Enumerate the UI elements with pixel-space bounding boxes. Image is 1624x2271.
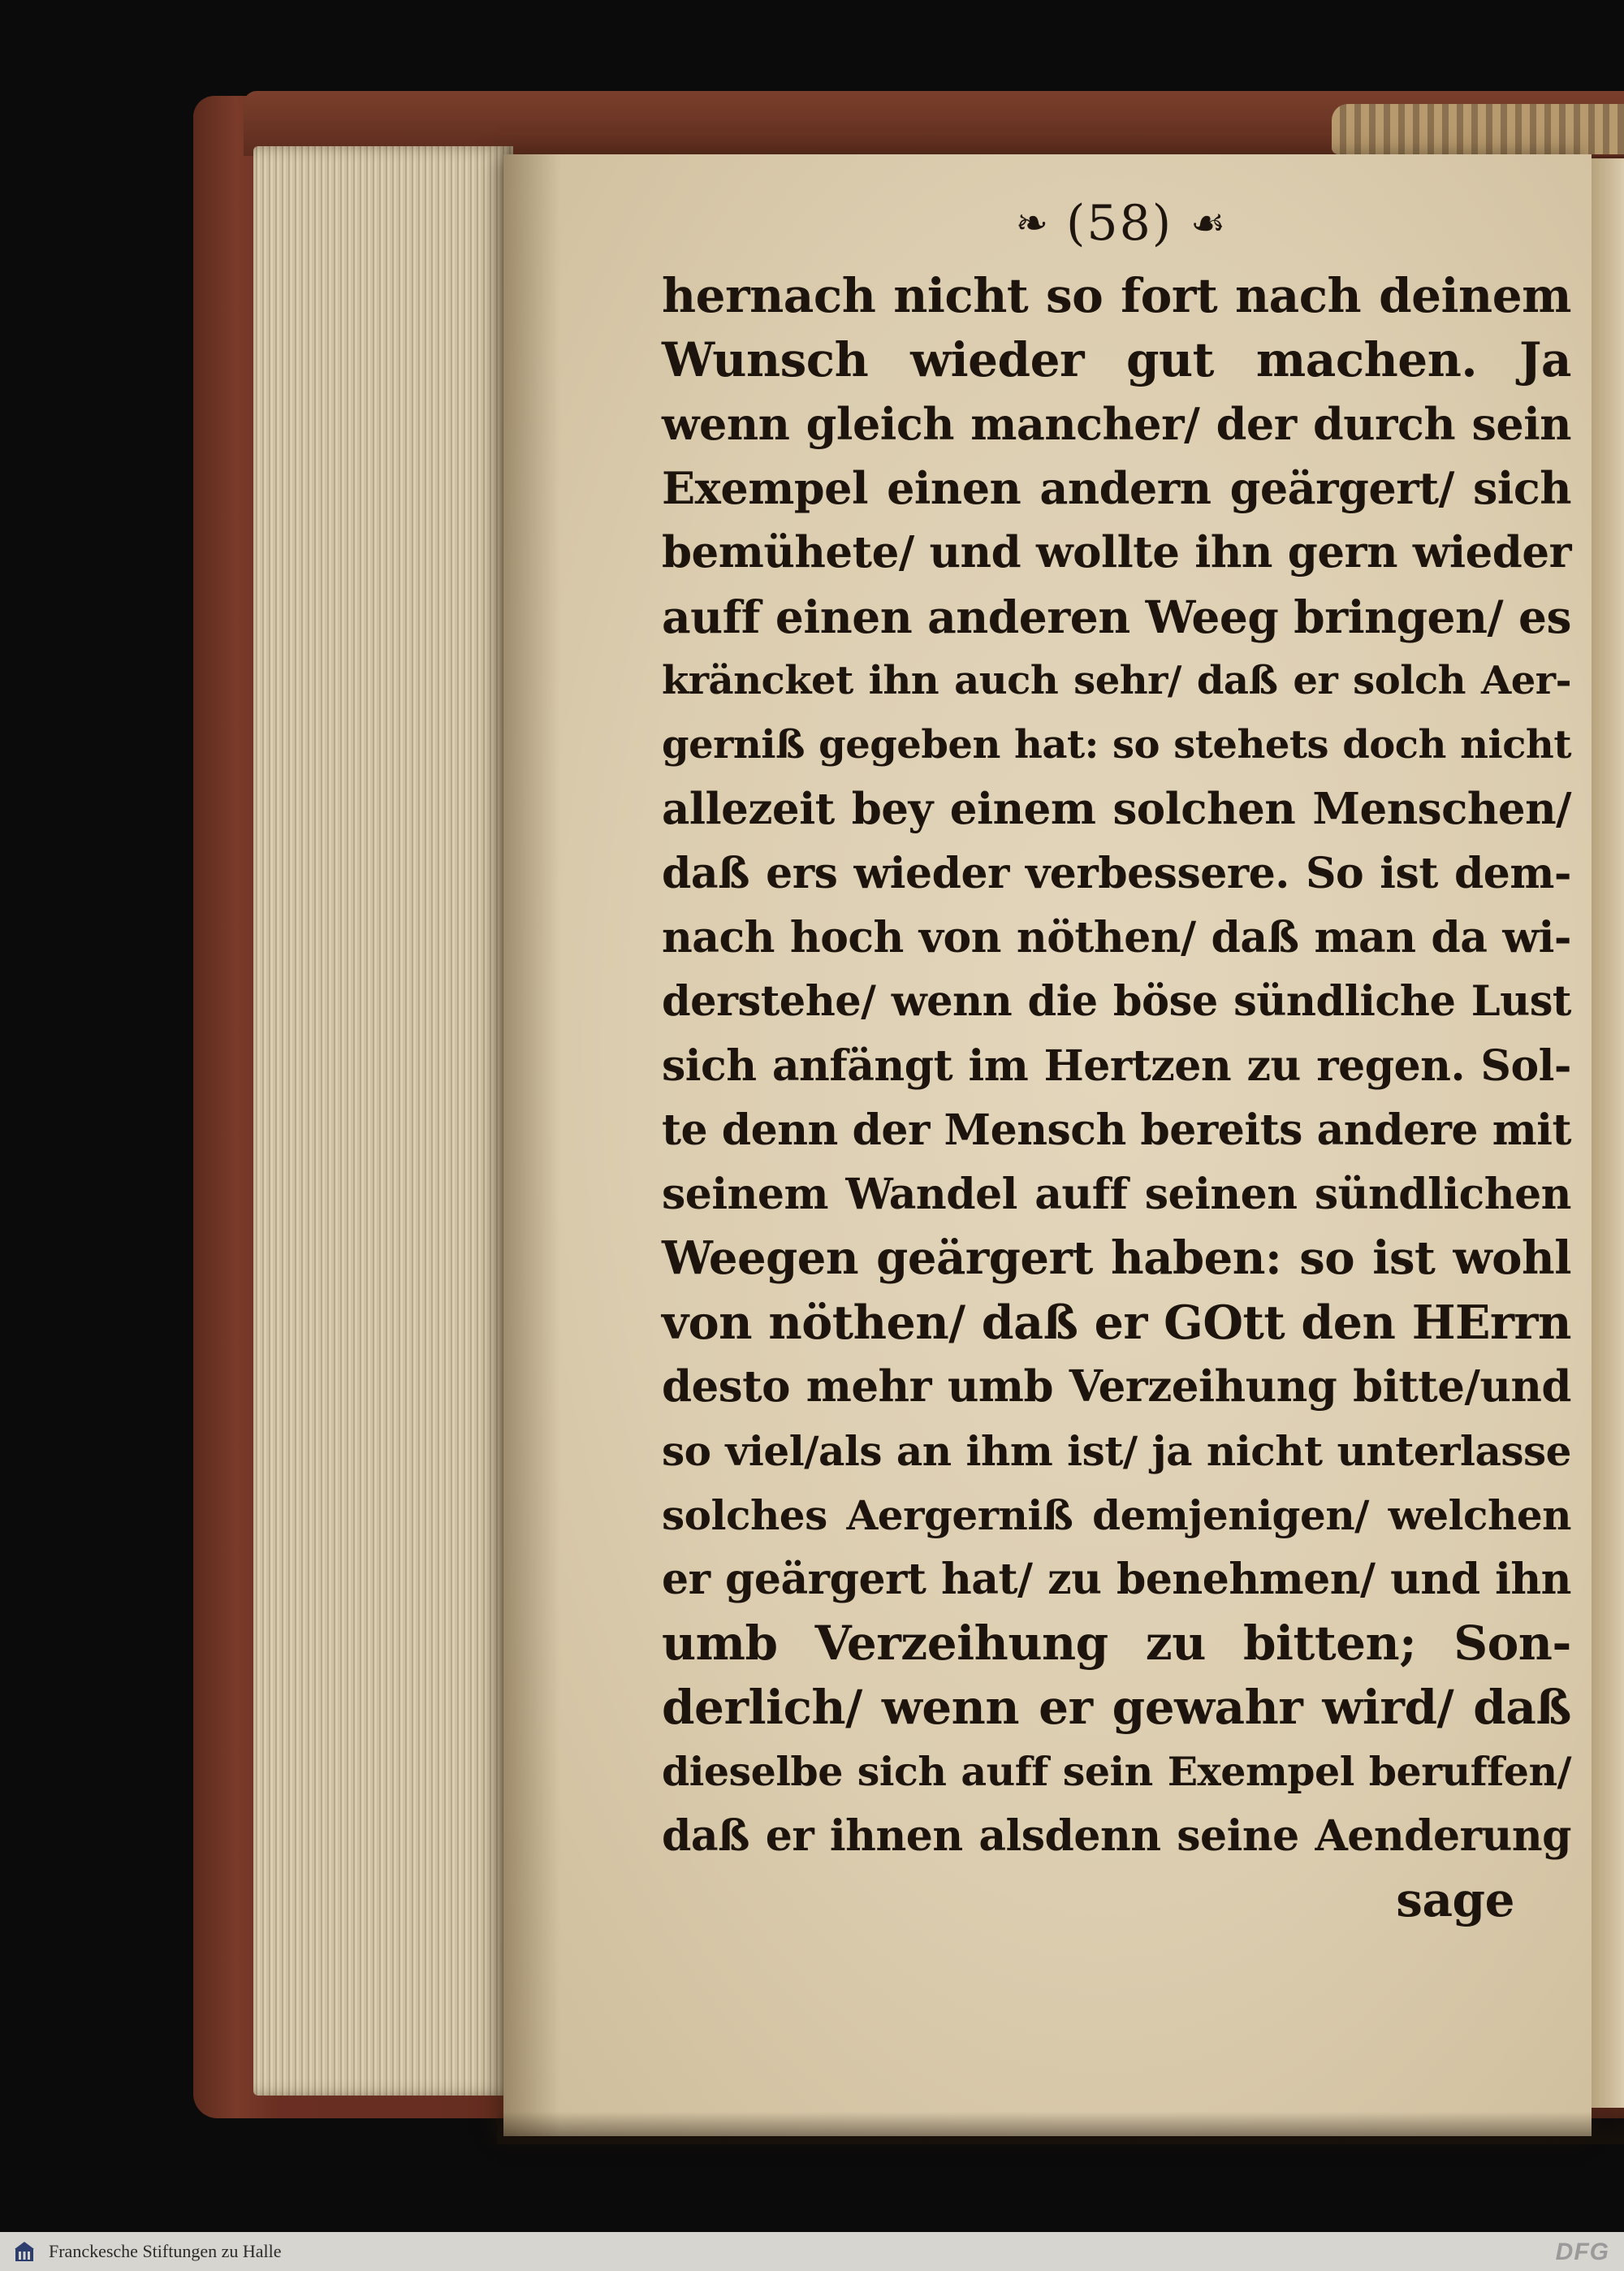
text-line: solches Aergerniß demjenigen/ welchen (662, 1491, 1571, 1539)
text-line: bemühete/ und wollte ihn gern wieder (662, 527, 1571, 577)
text-line: umb Verzeihung zu bitten; Son- (662, 1616, 1571, 1671)
text-line: sich anfängt im Hertzen zu regen. Sol- (662, 1041, 1571, 1091)
dfg-logo: DFG (1555, 2239, 1609, 2265)
page-gutter-shadow (503, 154, 560, 2136)
text-line: daß er ihnen alsdenn seine Aenderung (662, 1811, 1571, 1861)
text-line: desto mehr umb Verzeihung bitte/und (662, 1361, 1571, 1412)
institution-name: Franckesche Stiftungen zu Halle (49, 2241, 282, 2261)
page-number: (58) (1066, 195, 1173, 252)
catchword: sage (1396, 1872, 1514, 1927)
page-header (958, 187, 1283, 260)
text-line: kräncket ihn auch sehr/ daß er solch Aer- (662, 658, 1571, 703)
text-line: allezeit bey einem solchen Menschen/ (662, 784, 1571, 834)
text-line: wenn gleich mancher/ der durch sein (662, 398, 1571, 450)
text-line: derstehe/ wenn die böse sündliche Lust (662, 977, 1571, 1026)
page-edges (253, 146, 513, 2096)
text-line: nach hoch von nöthen/ daß man da wi- (662, 913, 1571, 962)
footer-bar (0, 2232, 1624, 2271)
page-bottom-shadow (497, 2112, 1624, 2144)
text-line: seinem Wandel auff seinen sündlichen (662, 1170, 1571, 1219)
text-line: auff einen anderen Weeg bringen/ es (662, 590, 1571, 643)
text-line: er geärgert hat/ zu benehmen/ und ihn (662, 1555, 1571, 1604)
text-line: te denn der Mensch bereits andere mit (662, 1105, 1571, 1155)
institution-logo-icon (11, 2239, 37, 2265)
text-line: Wunsch wieder gut machen. Ja (662, 332, 1571, 387)
text-line: derlich/ wenn er gewahr wird/ daß (662, 1680, 1571, 1735)
text-line: gerniß gegeben hat: so stehets doch nicht (662, 722, 1571, 768)
ornament-right-icon: ☙ (1190, 201, 1226, 246)
text-line: so viel/als an ihm ist/ ja nicht unterlasse (662, 1427, 1571, 1475)
ornament-left-icon: ❧ (1015, 201, 1048, 246)
text-line: hernach nicht so fort nach deinem (662, 268, 1571, 323)
text-line: Weegen geärgert haben: so ist wohl (662, 1231, 1571, 1285)
text-line: von nöthen/ daß er GOtt den HErrn (662, 1296, 1571, 1350)
headband (1332, 104, 1624, 154)
text-line: dieselbe sich auff sein Exempel beruffen/ (662, 1748, 1571, 1795)
facing-page-edge (1592, 158, 1624, 2108)
text-line: Exempel einen andern geärgert/ sich (662, 462, 1571, 514)
text-line: daß ers wieder verbessere. So ist dem- (662, 849, 1571, 898)
body-text (662, 264, 1571, 1932)
